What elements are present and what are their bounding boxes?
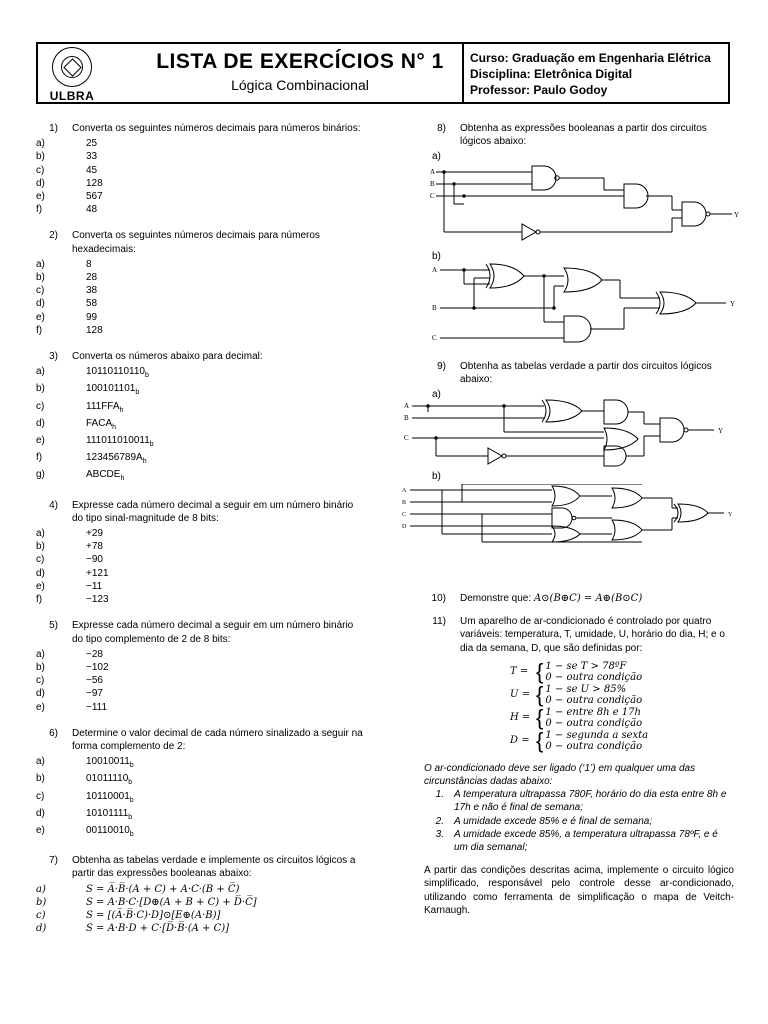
question-text: Converta os números abaixo para decimal: bbox=[72, 351, 263, 363]
definition-row bbox=[510, 658, 734, 684]
item-value: 10101111 bbox=[86, 807, 129, 819]
question-number: 2) bbox=[49, 230, 58, 242]
definitions-list bbox=[510, 658, 734, 753]
input-label: C bbox=[404, 434, 409, 442]
item-letter: b) bbox=[36, 383, 45, 395]
professor-line: Professor: Paulo Godoy bbox=[470, 83, 608, 97]
item-letter: b) bbox=[36, 661, 45, 673]
variable: U = bbox=[510, 689, 530, 701]
nand-gate bbox=[552, 508, 572, 528]
item-value: 10010011 bbox=[86, 756, 130, 768]
item-letter: d) bbox=[36, 417, 45, 429]
item-value: 128 bbox=[86, 177, 103, 189]
definition-row bbox=[510, 704, 734, 730]
item-letter: a) bbox=[36, 756, 45, 768]
case-1: 1 − segunda a sexta bbox=[545, 729, 649, 741]
list-item bbox=[36, 177, 366, 190]
question-text: Converta os seguintes números decimais para números binários: bbox=[72, 123, 361, 134]
item-letter: b) bbox=[36, 773, 45, 785]
list-item bbox=[36, 311, 366, 324]
course-info bbox=[470, 50, 711, 98]
discipline-line: Disciplina: Eletrônica Digital bbox=[470, 67, 633, 81]
list-number: 3. bbox=[435, 828, 444, 840]
item-list bbox=[36, 365, 366, 485]
case-0: 0 − outra condição bbox=[545, 740, 643, 752]
nand-gate bbox=[660, 418, 684, 442]
list-item bbox=[36, 687, 366, 700]
item-value: 25 bbox=[86, 138, 98, 150]
item-value: 28 bbox=[86, 272, 98, 284]
item-letter: b) bbox=[36, 151, 45, 163]
item-letter: f) bbox=[36, 594, 43, 606]
list-item bbox=[36, 772, 366, 789]
cases bbox=[545, 730, 648, 752]
input-label: B bbox=[402, 500, 407, 506]
item-value: −28 bbox=[86, 648, 103, 660]
item-letter: d) bbox=[36, 177, 45, 189]
case-1: 1 − entre 8h e 17h bbox=[545, 706, 641, 718]
item-value: 123456789A bbox=[86, 452, 143, 464]
list-item bbox=[36, 567, 366, 580]
item-value: 10110001 bbox=[86, 790, 130, 802]
item-value: 111011010011 bbox=[86, 435, 150, 447]
list-item bbox=[36, 648, 366, 661]
base-subscript: b bbox=[129, 830, 134, 838]
and-gate bbox=[624, 184, 648, 208]
or-gate bbox=[604, 428, 638, 450]
list-item bbox=[36, 164, 366, 177]
logic-circuit-8b bbox=[424, 262, 744, 354]
question-text: Um aparelho de ar-condicionado é controlado por quatro variáveis: temperatura, T, umidade, U, horário do dia, H; e o dia da semana, D, que são definidas por: bbox=[460, 616, 725, 654]
item-list bbox=[36, 137, 366, 216]
item-letter: a) bbox=[36, 258, 45, 270]
question-number: 10) bbox=[431, 593, 446, 604]
question-text: Obtenha as expressões booleanas a partir dos circuitos lógicos abaixo: bbox=[460, 123, 707, 148]
question-7 bbox=[36, 854, 366, 935]
item-value: −90 bbox=[86, 554, 103, 566]
question-number: 11) bbox=[432, 616, 446, 628]
item-letter: f) bbox=[36, 204, 43, 216]
list-item bbox=[36, 417, 366, 434]
question-9 bbox=[402, 360, 734, 568]
item-value: +29 bbox=[86, 528, 103, 540]
base-subscript: b bbox=[144, 372, 149, 380]
xor-gate bbox=[660, 292, 696, 314]
item-letter: c) bbox=[36, 400, 45, 412]
or-gate bbox=[552, 486, 580, 506]
input-label: A bbox=[404, 402, 410, 410]
list-item bbox=[36, 807, 366, 824]
and-gate bbox=[564, 316, 591, 342]
base-subscript: b bbox=[135, 389, 140, 397]
item-letter: e) bbox=[36, 824, 45, 836]
case-1: 1 − se T > 78ºF bbox=[545, 660, 627, 672]
logic-circuit-9a bbox=[404, 398, 734, 472]
input-label: A bbox=[432, 266, 438, 274]
list-item bbox=[36, 790, 366, 807]
item-list bbox=[36, 258, 366, 337]
list-number: 2. bbox=[435, 815, 444, 827]
item-value: 48 bbox=[86, 204, 98, 216]
input-label: C bbox=[430, 192, 435, 200]
item-value: S = A·B·C·[D⊕(A + B + C) + D̅·C̅] bbox=[86, 896, 257, 908]
list-item bbox=[36, 382, 366, 399]
item-letter: f) bbox=[36, 324, 43, 336]
item-letter: d) bbox=[36, 298, 45, 310]
list-text: A umidade excede 85%, a temperatura ultrapassa 78ºF, e é um dia semanal; bbox=[454, 828, 718, 854]
list-item bbox=[36, 297, 366, 310]
case-0: 0 − outra condição bbox=[545, 694, 643, 706]
input-label: B bbox=[404, 414, 409, 422]
circuit-label-a: a) bbox=[432, 389, 441, 401]
cases bbox=[545, 684, 642, 706]
cases bbox=[545, 707, 642, 729]
item-value: ABCDE bbox=[86, 469, 121, 481]
item-letter: a) bbox=[36, 648, 45, 660]
question-6 bbox=[36, 727, 366, 841]
question-number: 1) bbox=[49, 123, 58, 134]
xor-gate bbox=[546, 400, 582, 422]
item-letter: a) bbox=[36, 366, 45, 378]
question-number: 8) bbox=[437, 123, 446, 134]
item-letter: f) bbox=[36, 452, 43, 464]
output-label: Y bbox=[718, 427, 724, 435]
question-number: 4) bbox=[49, 499, 58, 511]
list-item bbox=[36, 540, 366, 553]
question-8 bbox=[424, 122, 740, 360]
question-text: Converta os seguintes números decimais para números hexadecimais: bbox=[72, 230, 320, 255]
item-letter: g) bbox=[36, 469, 45, 481]
item-letter: c) bbox=[36, 790, 45, 802]
item-list bbox=[36, 883, 366, 936]
list-item bbox=[36, 527, 366, 540]
question-3 bbox=[36, 350, 366, 486]
list-number: 1. bbox=[435, 789, 444, 801]
list-item bbox=[36, 674, 366, 687]
base-subscript: h bbox=[119, 406, 124, 414]
list-item bbox=[36, 701, 366, 714]
logo-text: ULBRA bbox=[49, 89, 95, 103]
item-value: 45 bbox=[86, 164, 98, 176]
header-divider bbox=[462, 44, 464, 102]
item-value: 00110010 bbox=[86, 824, 130, 836]
list-item bbox=[36, 365, 366, 382]
case-1: 1 − se U > 85% bbox=[545, 683, 627, 695]
item-letter: b) bbox=[36, 541, 45, 553]
list-text: A temperatura ultrapassa 780F, horário do dia esta entre 8h e 17h e não é final de semana; bbox=[454, 789, 727, 814]
question-text: Demonstre que: bbox=[460, 593, 532, 604]
input-label: A bbox=[402, 488, 407, 494]
question-number: 9) bbox=[437, 361, 446, 372]
question-text: Obtenha as tabelas verdade a partir dos circuitos lógicos abaixo: bbox=[460, 361, 712, 386]
question-number: 5) bbox=[49, 620, 58, 632]
item-value: 38 bbox=[86, 285, 98, 297]
xor-gate bbox=[678, 504, 708, 522]
item-value: 01011110 bbox=[86, 773, 129, 785]
list-item bbox=[36, 434, 366, 451]
case-0: 0 − outra condição bbox=[545, 717, 643, 729]
item-list bbox=[36, 527, 366, 606]
question-number: 7) bbox=[49, 855, 58, 867]
conditions-intro: O ar-condicionado deve ser ligado (‘1’) em qualquer uma das circunstâncias dadas abaixo: bbox=[424, 762, 696, 788]
list-item bbox=[36, 258, 366, 271]
logic-circuit-8a bbox=[424, 160, 744, 252]
item-value: −56 bbox=[86, 675, 103, 687]
list-item bbox=[36, 755, 366, 772]
item-letter: a) bbox=[36, 528, 45, 540]
item-letter: d) bbox=[36, 567, 45, 579]
base-subscript: b bbox=[129, 796, 134, 804]
xor-gate bbox=[490, 264, 524, 288]
list-item bbox=[36, 203, 366, 216]
question-2 bbox=[36, 229, 366, 337]
base-subscript: b bbox=[128, 813, 133, 821]
document-header bbox=[36, 42, 730, 104]
title-block bbox=[150, 50, 450, 93]
item-value: 99 bbox=[86, 311, 98, 323]
item-value: −111 bbox=[86, 701, 108, 713]
output-label: Y bbox=[734, 211, 740, 219]
input-label: A bbox=[430, 168, 436, 176]
item-letter: c) bbox=[36, 554, 45, 566]
or-gate bbox=[564, 268, 602, 292]
definitions bbox=[510, 658, 734, 753]
list-item bbox=[424, 788, 734, 814]
item-value: FACA bbox=[86, 417, 113, 429]
definition-row bbox=[510, 727, 734, 753]
list-item bbox=[36, 284, 366, 297]
cases bbox=[545, 661, 642, 683]
variable: T = bbox=[510, 666, 529, 678]
circuit-label-b: b) bbox=[432, 471, 441, 482]
ulbra-logo bbox=[44, 47, 100, 101]
expression: A⊙(B⊕C) = A⊕(B⊙C) bbox=[533, 593, 643, 604]
item-list bbox=[36, 648, 366, 714]
case-0: 0 − outra condição bbox=[545, 671, 643, 683]
list-item bbox=[36, 468, 366, 485]
list-item bbox=[36, 150, 366, 163]
list-item bbox=[36, 922, 366, 935]
course-line: Curso: Graduação em Engenharia Elétrica bbox=[470, 51, 711, 65]
list-item bbox=[36, 580, 366, 593]
item-value: 111FFA bbox=[86, 400, 120, 412]
item-value: 100101101 bbox=[86, 383, 136, 395]
question-number: 6) bbox=[49, 727, 58, 739]
base-subscript: h bbox=[142, 458, 147, 466]
item-value: S = [(A̅·B̅·C)·D]⊙[E⊕(A·B)] bbox=[86, 909, 221, 921]
question-text: Expresse cada número decimal a seguir em um número binário do tipo complemento de 2 de 8 bits: bbox=[72, 620, 354, 645]
and-gate bbox=[604, 400, 628, 424]
input-label: D bbox=[402, 524, 407, 530]
list-item bbox=[36, 553, 366, 566]
list-item bbox=[36, 593, 366, 606]
item-value: −102 bbox=[86, 661, 109, 673]
item-letter: e) bbox=[36, 191, 45, 203]
logic-circuit-9b bbox=[402, 484, 742, 546]
item-letter: b) bbox=[36, 896, 47, 908]
item-value: 58 bbox=[86, 298, 98, 310]
not-gate bbox=[488, 448, 502, 464]
item-value: S = A·B·D + C·[D̅·B̅·(A + C)] bbox=[86, 923, 230, 935]
definition-row bbox=[510, 681, 734, 707]
brace: { bbox=[536, 658, 544, 684]
question-5 bbox=[36, 619, 366, 713]
and-gate bbox=[682, 202, 706, 226]
list-item bbox=[36, 909, 366, 922]
brace: { bbox=[536, 704, 544, 730]
item-value: 128 bbox=[86, 324, 103, 336]
question-text: Obtenha as tabelas verdade e implemente os circuitos lógicos a partir das expressões booleanas abaixo: bbox=[72, 855, 356, 880]
variable: H = bbox=[510, 712, 531, 724]
item-letter: c) bbox=[36, 675, 45, 687]
input-label: C bbox=[402, 512, 407, 518]
page-title: LISTA DE EXERCÍCIOS N° 1 bbox=[156, 50, 444, 73]
input-label: B bbox=[430, 180, 435, 188]
question-11 bbox=[424, 615, 734, 917]
item-letter: e) bbox=[36, 311, 45, 323]
list-text: A umidade excede 85% e é final de semana; bbox=[454, 815, 653, 827]
item-letter: b) bbox=[36, 272, 45, 284]
item-value: −123 bbox=[86, 594, 109, 606]
item-value: −11 bbox=[86, 580, 103, 592]
item-value: 10110110110 bbox=[86, 366, 145, 378]
seal-icon bbox=[52, 47, 92, 87]
input-label: C bbox=[432, 334, 437, 342]
question-text: Determine o valor decimal de cada número sinalizado a seguir na forma complemento de 2: bbox=[72, 727, 363, 752]
brace: { bbox=[536, 727, 544, 753]
list-item bbox=[424, 828, 734, 854]
base-subscript: h bbox=[120, 475, 125, 483]
base-subscript: h bbox=[112, 423, 117, 431]
left-column bbox=[36, 122, 366, 948]
item-value: −97 bbox=[86, 688, 103, 700]
item-value: +78 bbox=[86, 541, 103, 553]
output-label: Y bbox=[730, 300, 736, 308]
and-gate bbox=[532, 166, 556, 190]
item-value: 567 bbox=[86, 191, 103, 203]
item-letter: a) bbox=[36, 138, 45, 150]
circuit-label-a: a) bbox=[432, 151, 441, 163]
list-item bbox=[36, 324, 366, 337]
question-10 bbox=[424, 592, 734, 605]
item-letter: e) bbox=[36, 435, 45, 447]
brace: { bbox=[536, 681, 544, 707]
list-item bbox=[36, 896, 366, 909]
item-value: +121 bbox=[86, 567, 109, 579]
question-number: 3) bbox=[49, 351, 58, 363]
item-list bbox=[36, 755, 366, 841]
question-4 bbox=[36, 499, 366, 607]
item-letter: e) bbox=[36, 580, 45, 592]
not-gate bbox=[522, 224, 536, 240]
list-item bbox=[36, 824, 366, 841]
item-value: 8 bbox=[86, 258, 92, 270]
question-text: Expresse cada número decimal a seguir em um número binário do tipo sinal-magnitude de 8 bits: bbox=[72, 499, 354, 524]
list-item bbox=[36, 451, 366, 468]
item-letter: a) bbox=[36, 883, 46, 895]
list-item bbox=[36, 190, 366, 203]
base-subscript: b bbox=[128, 779, 133, 787]
item-letter: c) bbox=[36, 164, 45, 176]
list-item bbox=[36, 271, 366, 284]
item-letter: c) bbox=[36, 285, 45, 297]
question-1 bbox=[36, 122, 366, 216]
final-statement: A partir das condições descritas acima, implemente o circuito lógico simplificado, responsável pelo controle desse ar-condicionado, utilizando como ferramenta de simplificação o mapa de Veitch-Karnaugh. bbox=[424, 865, 734, 916]
list-item bbox=[36, 661, 366, 674]
list-item bbox=[36, 400, 366, 417]
list-item bbox=[424, 815, 734, 828]
item-letter: e) bbox=[36, 701, 45, 713]
item-value: S = A̅·B̅·(A + C) + A·C·(B + C̅) bbox=[86, 883, 240, 895]
list-item bbox=[36, 883, 366, 896]
base-subscript: b bbox=[129, 762, 134, 770]
circuit-label-b: b) bbox=[432, 251, 441, 262]
output-label: Y bbox=[728, 512, 733, 518]
item-letter: d) bbox=[36, 807, 45, 819]
right-column bbox=[402, 122, 740, 917]
item-letter: c) bbox=[36, 909, 46, 921]
base-subscript: b bbox=[149, 441, 154, 449]
item-value: 33 bbox=[86, 151, 98, 163]
conditions-list bbox=[424, 788, 734, 854]
item-letter: d) bbox=[36, 923, 47, 935]
xor-gate bbox=[612, 520, 642, 540]
item-letter: d) bbox=[36, 688, 45, 700]
input-label: B bbox=[432, 304, 437, 312]
xor-gate bbox=[612, 488, 642, 508]
variable: D = bbox=[510, 735, 530, 747]
page-subtitle: Lógica Combinacional bbox=[231, 77, 369, 93]
list-item bbox=[36, 137, 366, 150]
